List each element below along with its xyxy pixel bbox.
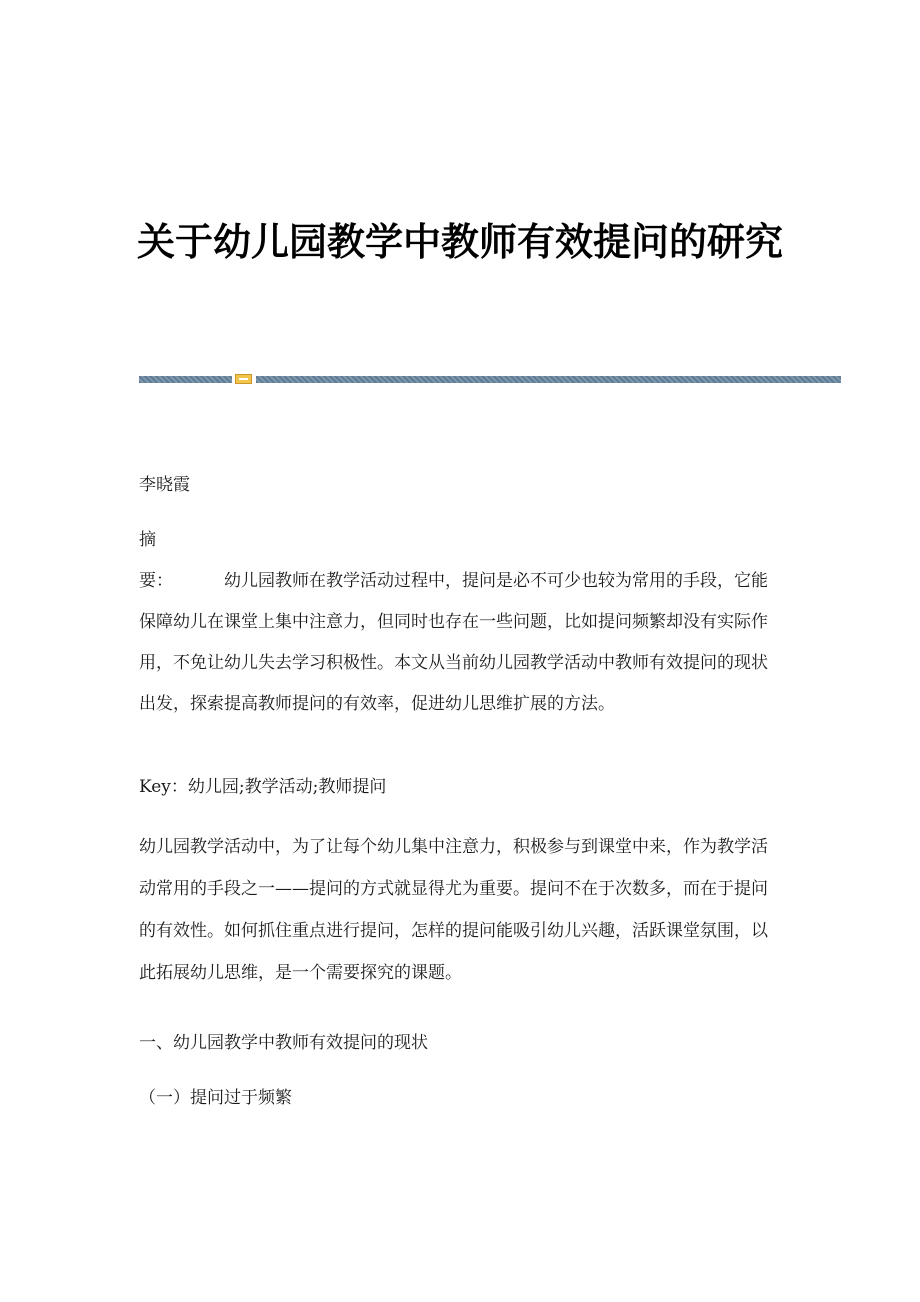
section-heading: 一、幼儿园教学中教师有效提问的现状 (139, 1033, 428, 1053)
document-title: 关于幼儿园教学中教师有效提问的研究 (136, 219, 783, 264)
divider-bar-right (256, 376, 841, 383)
abstract-paragraph (139, 520, 773, 725)
title-divider (139, 374, 841, 384)
abstract-text: 幼儿园教师在教学活动过程中，提问是必不可少也较为常用的手段，它能保障幼儿在课堂上集中注意力，但同时也存在一些问题，比如提问频繁却没有实际作用，不免让幼儿失去学习积极性。本文从当前幼儿园教学活动中教师有效提问的现状出发，探索提高教师提问的有效率，促进幼儿思维扩展的方法。 (139, 571, 768, 714)
author-name: 李晓霞 (139, 475, 190, 495)
keywords-text: 幼儿园;教学活动;教师提问 (187, 777, 387, 797)
divider-bar-left (139, 376, 232, 383)
keywords-line (139, 772, 773, 802)
abstract-label (139, 520, 224, 602)
abstract-label-first: 摘 (139, 530, 156, 550)
intro-paragraph: 幼儿园教学活动中，为了让每个幼儿集中注意力，积极参与到课堂中来，作为教学活动常用的手段之一——提问的方式就显得尤为重要。提问不在于次数多，而在于提问的有效性。如何抓住重点进行提问，怎样的提问能吸引幼儿兴趣，活跃课堂氛围，以此拓展幼儿思维，是一个需要探究的课题。 (139, 837, 768, 983)
abstract-label-second: 要： (139, 571, 173, 591)
subsection-heading: （一）提问过于频繁 (139, 1088, 292, 1108)
divider-ornament-icon (235, 374, 252, 384)
keywords-label: Key： (139, 777, 188, 797)
